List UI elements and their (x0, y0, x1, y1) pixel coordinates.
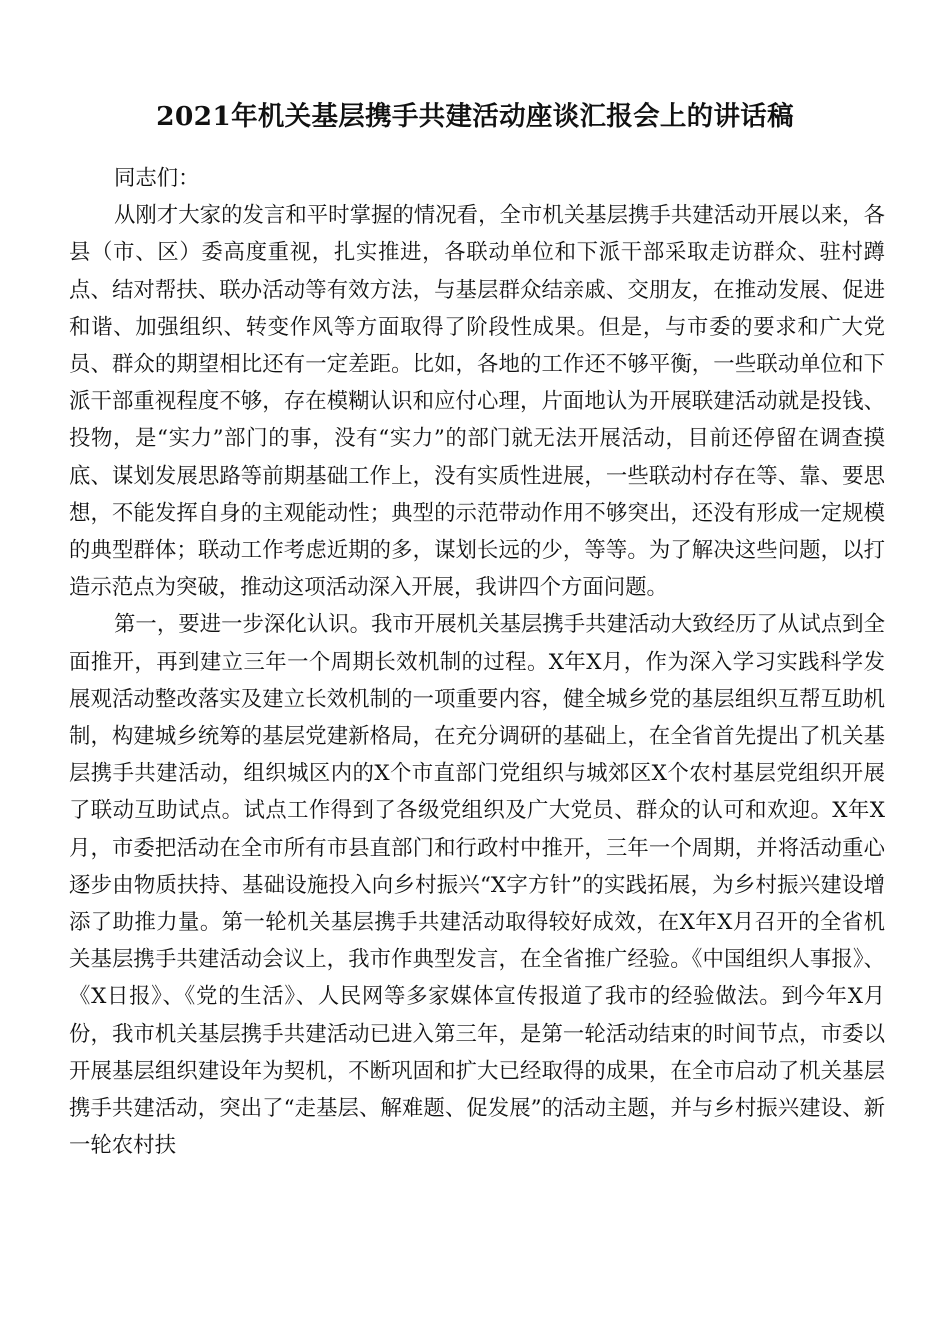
document-title: 2021年机关基层携手共建活动座谈汇报会上的讲话稿 (156, 101, 794, 132)
paragraph-1: 从刚才大家的发言和平时掌握的情况看，全市机关基层携手共建活动开展以来，各县（市、区）委高度重视，扎实推进，各联动单位和下派干部采取走访群众、驻村蹲点、结对帮扶、联办活动等有效方法，与基层群众结亲戚、交朋友，在推动发展、促进和谐、加强组织、转变作风等方面取得了阶段性成果。但是，与市委的要求和广大党员、群众的期望相比还有一定差距。比如，各地的工作还不够平衡，一些联动单位和下派干部重视程度不够，存在模糊认识和应付心理，片面地认为开展联建活动就是投钱、投物，是“实力”部门的事，没有“实力”的部门就无法开展活动，目前还停留在调查摸底、谋划发展思路等前期基础工作上，没有实质性进展，一些联动村存在等、靠、要思想，不能发挥自身的主观能动性；典型的示范带动作用不够突出，还没有形成一定规模的典型群体；联动工作考虑近期的多，谋划长远的少，等等。为了解决这些问题，以打造示范点为突破，推动这项活动深入开展，我讲四个方面问题。 (69, 203, 885, 601)
paragraph-2: 第一，要进一步深化认识。我市开展机关基层携手共建活动大致经历了从试点到全面推开，再到建立三年一个周期长效机制的过程。X年X月，作为深入学习实践科学发展观活动整改落实及建立长效机制的一项重要内容，健全城乡党的基层组织互帮互助机制，构建城乡统筹的基层党建新格局，在充分调研的基础上，在全省首先提出了机关基层携手共建活动，组织城区内的X个市直部门党组织与城郊区X个农村基层党组织开展了联动互助试点。试点工作得到了各级党组织及广大党员、群众的认可和欢迎。X年X月，市委把活动在全市所有市县直部门和行政村中推开，三年一个周期，并将活动重心逐步由物质扶持、基础设施投入向乡村振兴“X字方针”的实践拓展，为乡村振兴建设增添了助推力量。第一轮机关基层携手共建活动取得较好成效，在X年X月召开的全省机关基层携手共建活动会议上，我市作典型发言，在全省推广经验。《中国组织人事报》、《X日报》、《党的生活》、人民网等多家媒体宣传报道了我市的经验做法。到今年X月份，我市机关基层携手共建活动已进入第三年，是第一轮活动结束的时间节点，市委以开展基层组织建设年为契机，不断巩固和扩大已经取得的成果，在全市启动了机关基层携手共建活动，突出了“走基层、解难题、促发展”的活动主题，并与乡村振兴建设、新一轮农村扶 (69, 612, 885, 1159)
document-body (69, 160, 885, 1164)
salutation: 同志们： (114, 166, 200, 191)
